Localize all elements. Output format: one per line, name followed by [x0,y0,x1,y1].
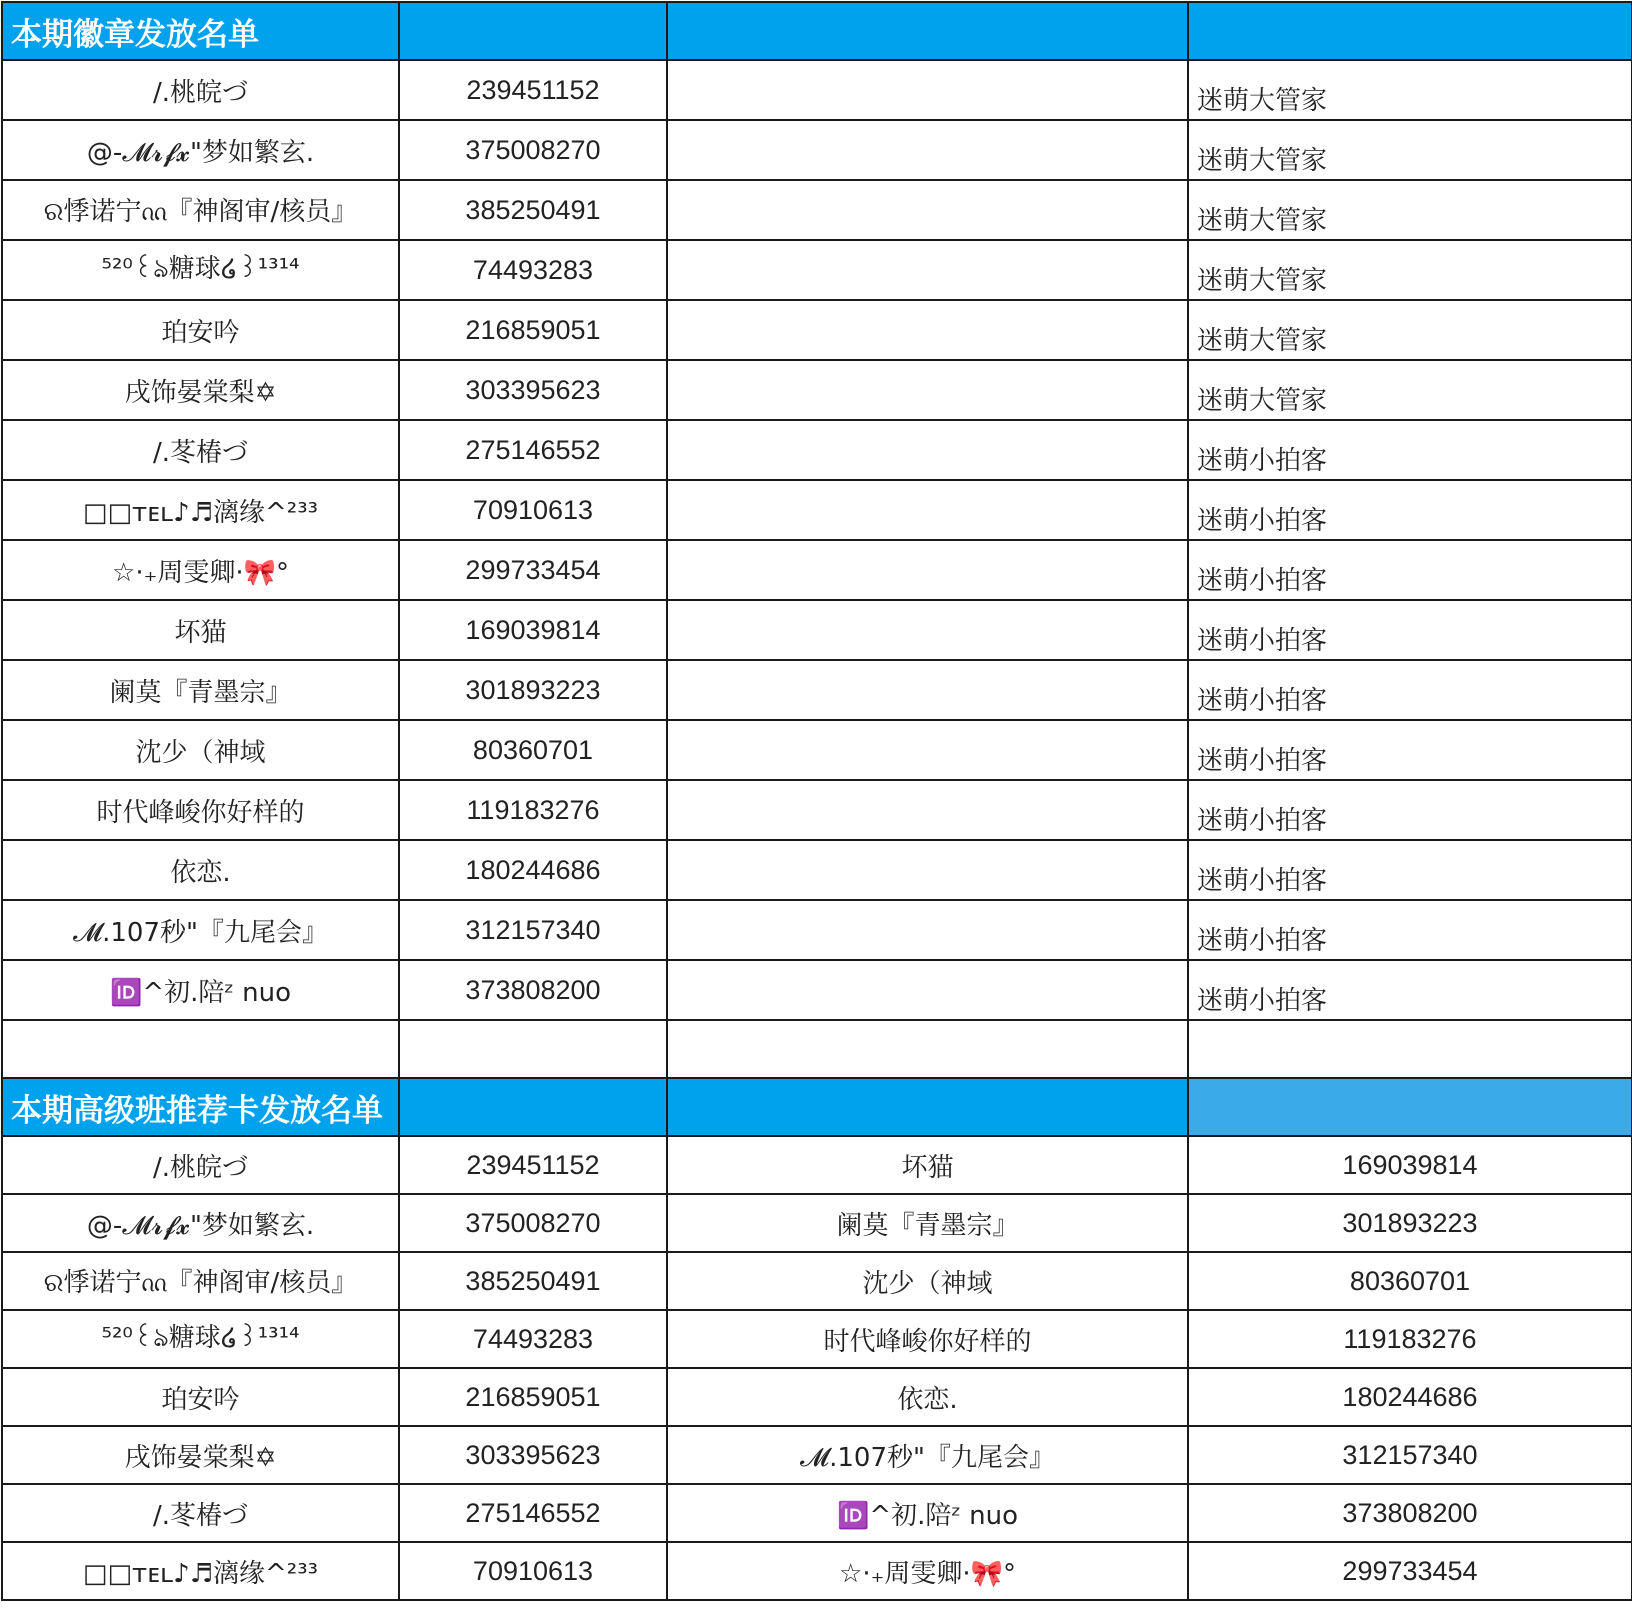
member-name-cell[interactable]: /.桃皖づ [2,1136,399,1194]
badge-table-row [2,240,1632,300]
member-role-cell[interactable]: 迷萌小拍客 [1188,720,1632,780]
member-qq-cell[interactable]: 385250491 [399,180,667,240]
member-name-cell[interactable]: /.桃皖づ [2,60,399,120]
badge-table-row [2,360,1632,420]
empty-cell[interactable] [667,660,1188,720]
empty-cell[interactable] [667,300,1188,360]
badge-table-row [2,480,1632,540]
card-table-row [2,1368,1632,1426]
member-qq-cell[interactable]: 119183276 [399,780,667,840]
badge-table-row [2,960,1632,1020]
member-role-cell[interactable]: 迷萌大管家 [1188,240,1632,300]
spreadsheet-body [2,2,1632,1600]
badge-section-header-row [2,2,1632,60]
empty-cell[interactable] [667,900,1188,960]
member-qq-cell[interactable]: 169039814 [1188,1136,1632,1194]
card-table-row [2,1484,1632,1542]
member-name-cell[interactable]: 坏猫 [2,600,399,660]
member-qq-cell[interactable]: 216859051 [399,1368,667,1426]
member-role-cell[interactable]: 迷萌小拍客 [1188,840,1632,900]
card-section-header-row [2,1078,1632,1136]
badge-table-row [2,660,1632,720]
member-qq-cell[interactable]: 312157340 [1188,1426,1632,1484]
member-role-cell[interactable]: 迷萌大管家 [1188,360,1632,420]
card-section-title[interactable]: 本期高级班推荐卡发放名单 [2,1078,399,1136]
member-name-cell[interactable]: □□ᴛᴇʟ♪♬漓缘^²³³ [2,1542,399,1600]
member-name-cell[interactable]: ⁵²⁰꒰ঌ糖球໒꒱¹³¹⁴ [2,240,399,300]
empty-cell[interactable] [667,240,1188,300]
card-table-row [2,1136,1632,1194]
badge-table-row [2,600,1632,660]
header-blank-cell[interactable] [399,2,667,60]
empty-cell[interactable] [667,120,1188,180]
member-role-cell[interactable]: 迷萌大管家 [1188,300,1632,360]
member-name-cell[interactable]: 时代峰峻你好样的 [2,780,399,840]
member-name-cell[interactable]: 🆔^初.陪ᶻ nuo [2,960,399,1020]
badge-table-row [2,780,1632,840]
member-qq-cell[interactable]: 301893223 [399,660,667,720]
member-name-cell[interactable]: ☆·₊周雯卿·🎀° [667,1542,1188,1600]
member-qq-cell[interactable]: 299733454 [399,540,667,600]
member-role-cell[interactable]: 迷萌小拍客 [1188,780,1632,840]
header-blank-cell[interactable] [1188,2,1632,60]
header-blank-cell[interactable] [399,1078,667,1136]
member-qq-cell[interactable]: 312157340 [399,900,667,960]
empty-cell[interactable] [667,60,1188,120]
empty-cell[interactable] [667,480,1188,540]
badge-table-row [2,180,1632,240]
member-qq-cell[interactable]: 70910613 [399,480,667,540]
member-role-cell[interactable]: 迷萌大管家 [1188,120,1632,180]
card-table-row [2,1194,1632,1252]
member-name-cell[interactable]: ର悸诺宁ᦶ『神阁审/核员』 [2,1252,399,1310]
spacer-row [2,1020,1632,1078]
member-name-cell[interactable]: 𝓜.107秒"『九尾会』 [2,900,399,960]
member-name-cell[interactable]: 沈少（神域 [2,720,399,780]
member-qq-cell[interactable]: 239451152 [399,1136,667,1194]
member-qq-cell[interactable]: 373808200 [1188,1484,1632,1542]
member-role-cell[interactable]: 迷萌小拍客 [1188,660,1632,720]
empty-cell[interactable] [667,960,1188,1020]
member-role-cell[interactable]: 迷萌大管家 [1188,180,1632,240]
member-name-cell[interactable]: 依恋. [667,1368,1188,1426]
member-role-cell[interactable]: 迷萌小拍客 [1188,420,1632,480]
member-name-cell[interactable]: 珀安吟 [2,1368,399,1426]
member-name-cell[interactable]: 时代峰峻你好样的 [667,1310,1188,1368]
member-qq-cell[interactable]: 375008270 [399,1194,667,1252]
member-name-cell[interactable]: 阑莫『青墨宗』 [667,1194,1188,1252]
member-role-cell[interactable]: 迷萌小拍客 [1188,900,1632,960]
member-name-cell[interactable]: 𝓜.107秒"『九尾会』 [667,1426,1188,1484]
member-name-cell[interactable]: ☆·₊周雯卿·🎀° [2,540,399,600]
badge-table-row [2,900,1632,960]
member-qq-cell[interactable]: 303395623 [399,360,667,420]
member-qq-cell[interactable]: 180244686 [399,840,667,900]
badge-table-row [2,540,1632,600]
member-role-cell[interactable]: 迷萌小拍客 [1188,960,1632,1020]
member-name-cell[interactable]: /.苳椿づ [2,1484,399,1542]
empty-cell[interactable] [667,540,1188,600]
member-role-cell[interactable]: 迷萌小拍客 [1188,600,1632,660]
member-qq-cell[interactable]: 375008270 [399,120,667,180]
member-name-cell[interactable]: 沈少（神域 [667,1252,1188,1310]
member-qq-cell[interactable]: 303395623 [399,1426,667,1484]
member-name-cell[interactable]: @-𝓜𝓻𝓯𝔁"梦如繁玄. [2,120,399,180]
badge-table-row [2,840,1632,900]
member-qq-cell[interactable]: 119183276 [1188,1310,1632,1368]
member-name-cell[interactable]: 🆔^初.陪ᶻ nuo [667,1484,1188,1542]
member-qq-cell[interactable]: 373808200 [399,960,667,1020]
member-qq-cell[interactable]: 216859051 [399,300,667,360]
empty-cell[interactable] [667,720,1188,780]
empty-cell[interactable] [667,420,1188,480]
member-name-cell[interactable]: /.苳椿づ [2,420,399,480]
member-qq-cell[interactable]: 74493283 [399,240,667,300]
empty-cell[interactable] [667,840,1188,900]
member-name-cell[interactable]: 坏猫 [667,1136,1188,1194]
member-name-cell[interactable]: 戌饰晏棠梨✡ [2,1426,399,1484]
member-qq-cell[interactable]: 80360701 [1188,1252,1632,1310]
badge-table-row [2,120,1632,180]
card-table-row [2,1310,1632,1368]
empty-cell[interactable] [667,360,1188,420]
empty-cell[interactable] [667,780,1188,840]
member-qq-cell[interactable]: 70910613 [399,1542,667,1600]
empty-cell[interactable] [2,1020,399,1078]
member-qq-cell[interactable]: 74493283 [399,1310,667,1368]
card-table-row [2,1252,1632,1310]
empty-cell[interactable] [667,600,1188,660]
member-role-cell[interactable]: 迷萌小拍客 [1188,540,1632,600]
empty-cell[interactable] [667,1020,1188,1078]
card-table-row [2,1542,1632,1600]
member-qq-cell[interactable]: 239451152 [399,60,667,120]
badge-section-title[interactable]: 本期徽章发放名单 [2,2,399,60]
member-name-cell[interactable]: ର悸诺宁ᦶ『神阁审/核员』 [2,180,399,240]
badge-table-row [2,420,1632,480]
member-qq-cell[interactable]: 299733454 [1188,1542,1632,1600]
badge-table-row [2,300,1632,360]
empty-cell[interactable] [667,180,1188,240]
member-role-cell[interactable]: 迷萌大管家 [1188,60,1632,120]
member-name-cell[interactable]: 阑莫『青墨宗』 [2,660,399,720]
header-blank-cell[interactable] [667,2,1188,60]
member-qq-cell[interactable]: 80360701 [399,720,667,780]
member-qq-cell[interactable]: 169039814 [399,600,667,660]
member-name-cell[interactable]: ⁵²⁰꒰ঌ糖球໒꒱¹³¹⁴ [2,1310,399,1368]
member-role-cell[interactable]: 迷萌小拍客 [1188,480,1632,540]
member-name-cell[interactable]: □□ᴛᴇʟ♪♬漓缘^²³³ [2,480,399,540]
header-blank-cell[interactable] [1188,1078,1632,1136]
member-name-cell[interactable]: @-𝓜𝓻𝓯𝔁"梦如繁玄. [2,1194,399,1252]
member-name-cell[interactable]: 依恋. [2,840,399,900]
card-table-row [2,1426,1632,1484]
member-name-cell[interactable]: 戌饰晏棠梨✡ [2,360,399,420]
empty-cell[interactable] [399,1020,667,1078]
badge-table-row [2,60,1632,120]
member-qq-cell[interactable]: 385250491 [399,1252,667,1310]
member-qq-cell[interactable]: 275146552 [399,1484,667,1542]
member-qq-cell[interactable]: 275146552 [399,420,667,480]
badge-table-row [2,720,1632,780]
member-name-cell[interactable]: 珀安吟 [2,300,399,360]
empty-cell[interactable] [1188,1020,1632,1078]
member-qq-cell[interactable]: 180244686 [1188,1368,1632,1426]
spreadsheet-table [1,1,1632,1601]
header-blank-cell[interactable] [667,1078,1188,1136]
member-qq-cell[interactable]: 301893223 [1188,1194,1632,1252]
